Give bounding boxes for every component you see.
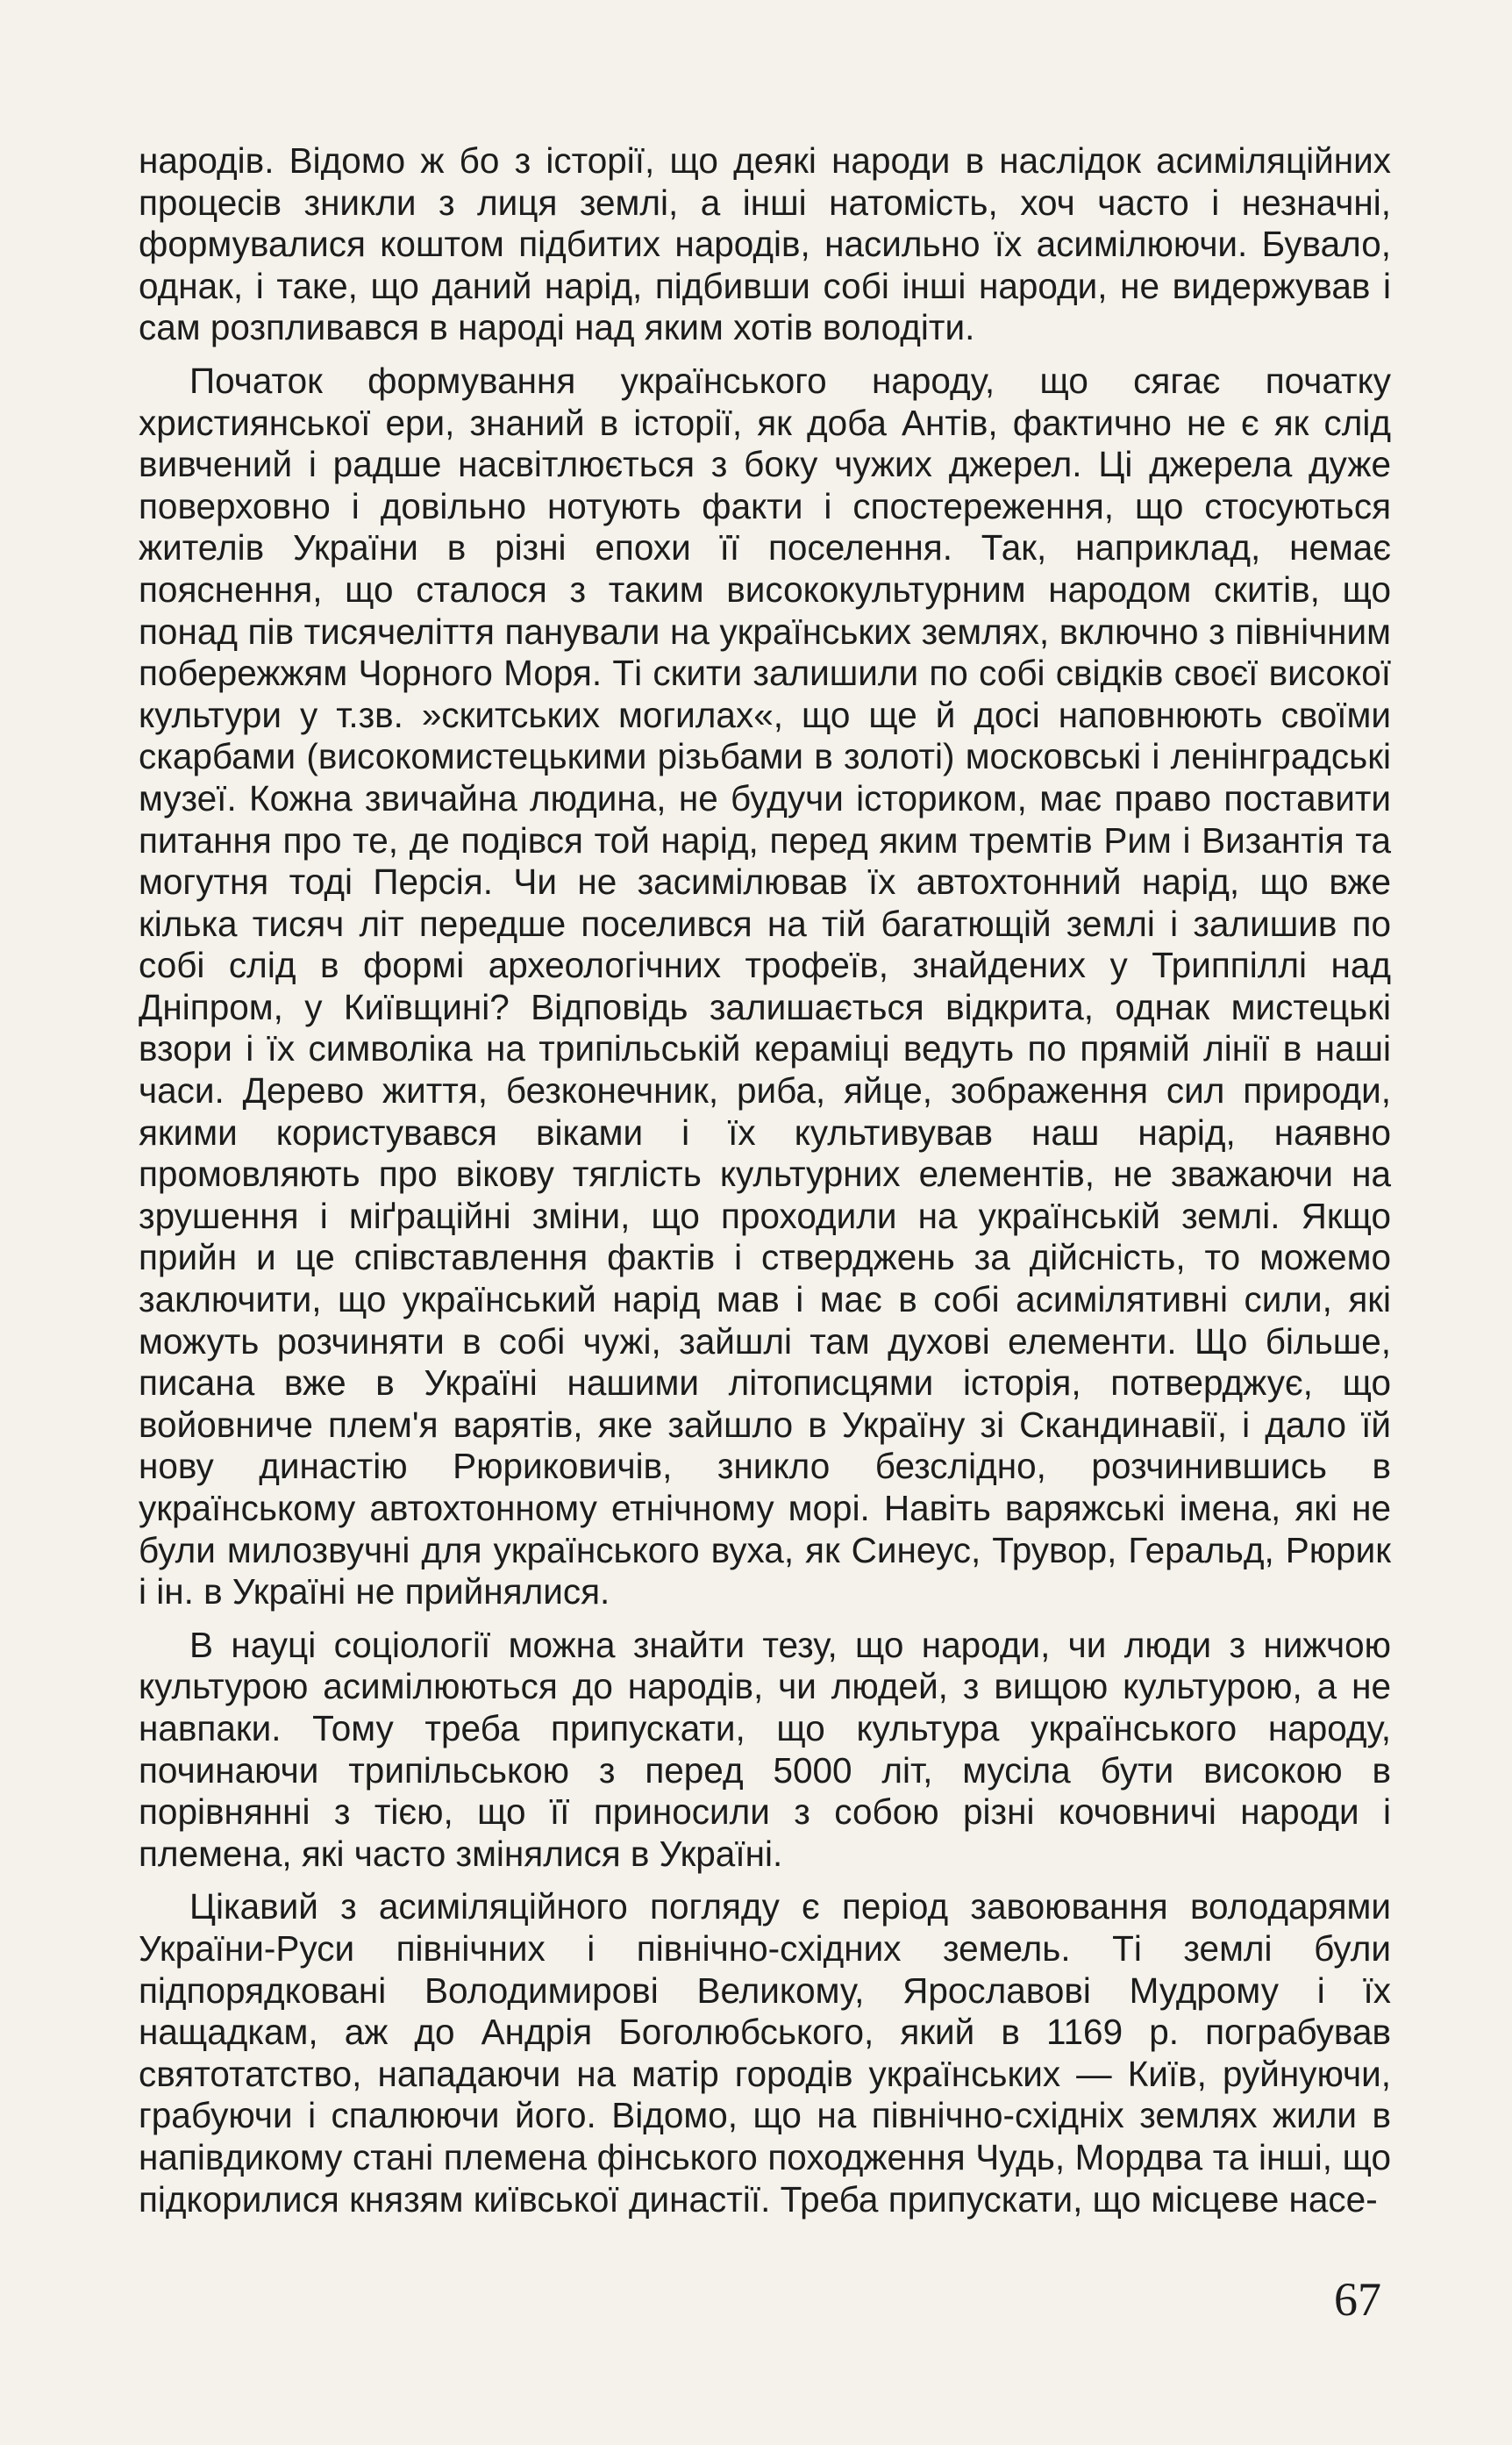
paragraph-1: народів. Відомо ж бо з історії, що деякі народи в наслідок асиміляційних процесів зникли з лиця землі, а інші натомість, хоч часто і незначні, формувалися коштом підбитих народів, насильно їх асимілюючи. Бувало, однак, і таке, що даний нарід, підбивши собі інші народи, не видержував і сам розпливався в народі над яким хотів володіти. [139,140,1391,348]
page-number: 67 [1334,2273,1381,2326]
paragraph-4: Цікавий з асиміляційного погляду є період завоювання володарями України-Руси північних і північно-східних земель. Ті землі були підпорядковані Володимирові Великому, Ярославові Мудрому і їх нащадкам, аж до Андрія Боголюбського, який в 1169 р. пограбував святотатство, нападаючи на матір городів українських — Київ, руйнуючи, грабуючи і спалюючи його. Відомо, що на північно-східніх землях жили в напівдикому стані племена фінського походження Чудь, Мордва та інші, що підкорилися князям київської династії. Треба припускати, що місцеве насе- [139,1886,1391,2220]
paragraph-2: Початок формування українського народу, що сягає початку християнської ери, знаний в історії, як доба Антів, фактично не є як слід вивчений і радше насвітлюється з боку чужих джерел. Ці джерела дуже поверховно і довільно нотують факти і спостереження, що стосуються жителів України в різні епохи її поселення. Так, наприклад, немає пояснення, що сталося з таким висококультурним народом скитів, що понад пів тисячеліття панували на українських землях, включно з північним побережжям Чорного Моря. Ті скити залишили по собі свідків своєї високої культури у т.зв. »скитських могилах«, що ще й досі наповнюють своїми скарбами (високомистецькими різьбами в золоті) московські і ленінградські музеї. Кожна звичайна людина, не будучи істориком, має право поставити питання про те, де подівся той нарід, перед яким тремтів Рим і Византія та могутня тоді Персія. Чи не засимілював їх автохтонний нарід, що вже кілька тисяч літ передше поселився на тій багатющій землі і залишив по собі слід в формі археологічних трофеїв, знайдених у Триппіллі над Дніпром, у Київщині? Відповідь залишається відкрита, однак мистецькі взори і їх символіка на трипільській кераміці ведуть по прямій лінії в наші часи. Дерево життя, безконечник, риба, яйце, зображення сил природи, якими користувався віками і їх культивував наш нарід, наявно промовляють про вікову тяглість культурних елементів, не зважаючи на зрушення і міґраційні зміни, що проходили на українській землі. Якщо прийн и це співставлення фактів і стверджень за дійсність, то можемо заключити, що український нарід мав і має в собі асимілятивні сили, які можуть розчиняти в собі чужі, зайшлі там духові елементи. Що більше, писана вже в Україні нашими літописцями історія, потверджує, що войовниче плем'я варятів, яке зайшло в Україну зі Скандинавії, і дало їй нову династію Рюриковичів, зникло безслідно, розчинившись в українському автохтонному етнічному морі. Навіть варяжські імена, які не були милозвучні для українського вуха, як Синеус, Трувор, Геральд, Рюрик і ін. в Україні не прийнялися. [139,360,1391,1612]
body-text [139,140,1391,2232]
paragraph-3: В науці соціології можна знайти тезу, що народи, чи люди з нижчою культурою асимілюються до народів, чи людей, з вищою культурою, а не навпаки. Тому треба припускати, що культура українського народу, починаючи трипільською з перед 5000 літ, мусіла бути високою в порівнянні з тією, що її приносили з собою різні кочовничі народи і племена, які часто змінялися в Україні. [139,1624,1391,1874]
